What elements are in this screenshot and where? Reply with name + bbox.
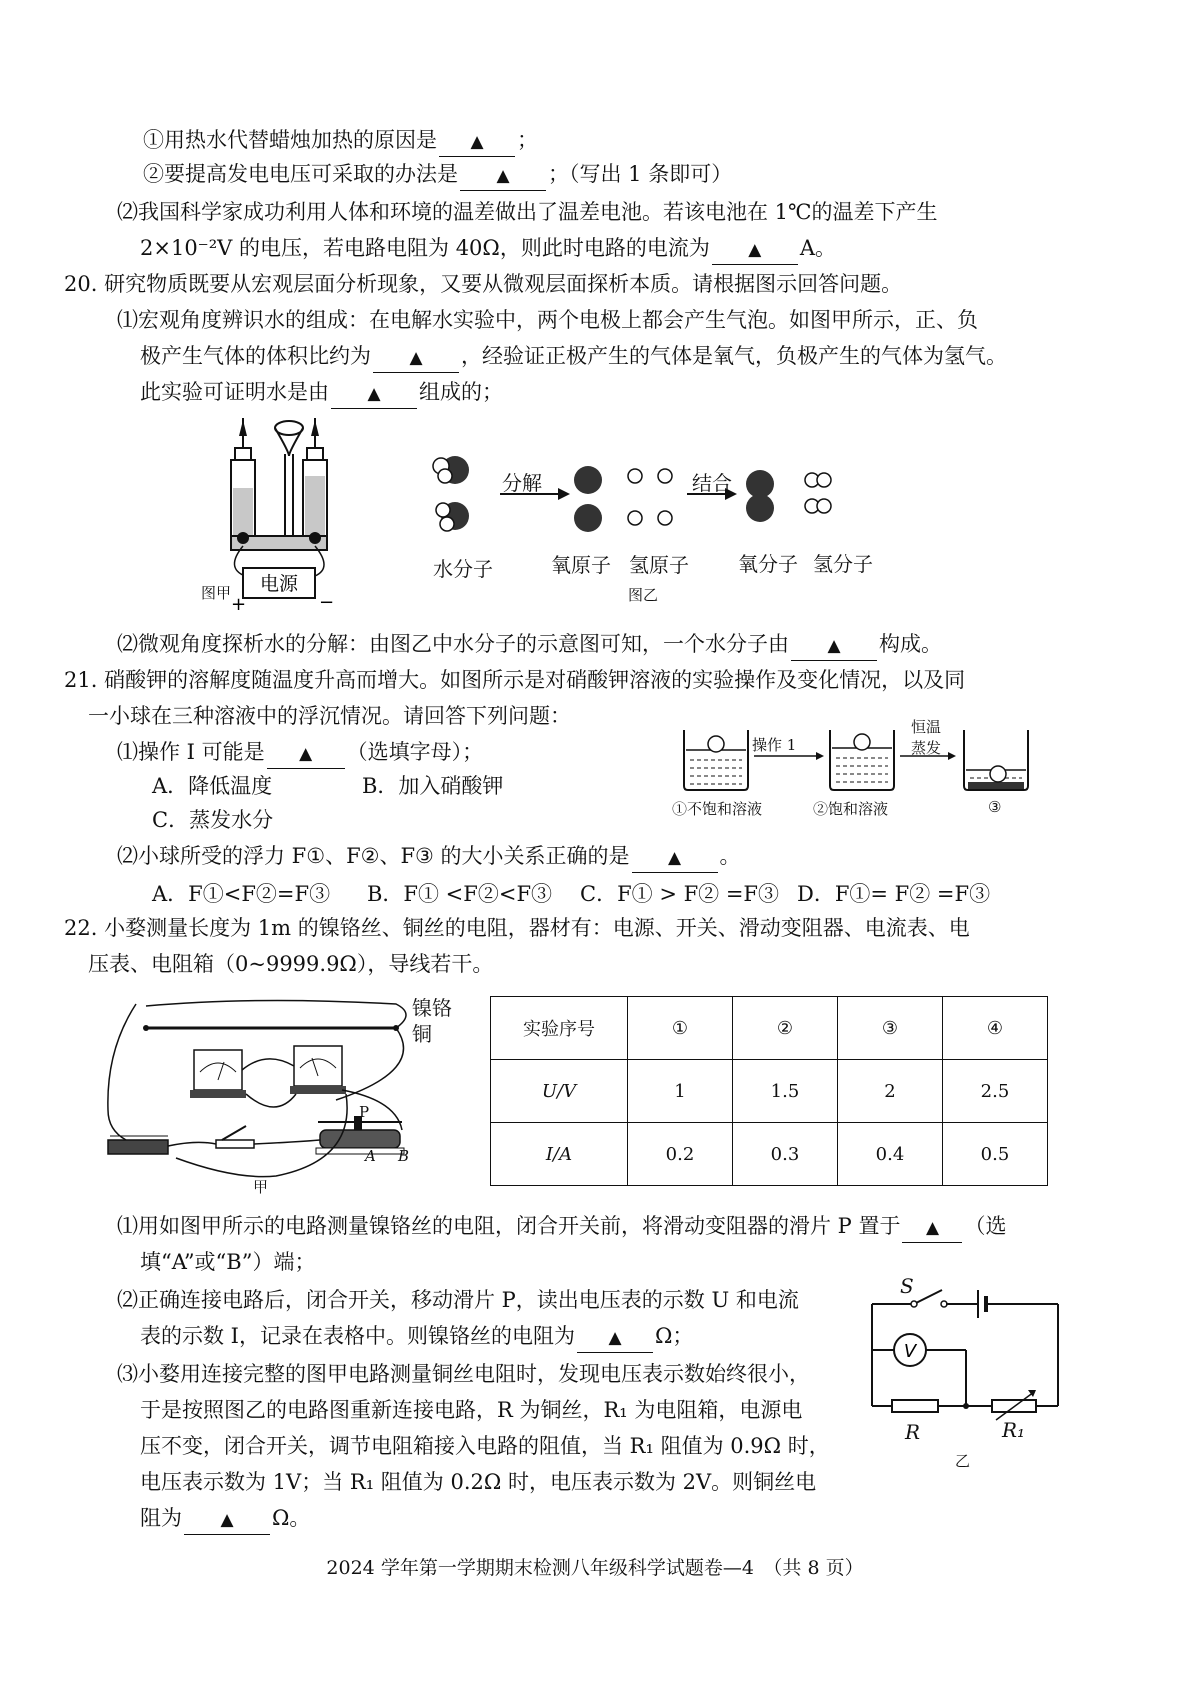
q20-stem: 20. 研究物质既要从宏观层面分析现象，又要从微观层面探析本质。请根据图示回答问题。 — [64, 272, 903, 296]
nichrome-label: 镍铬 — [412, 996, 452, 1020]
resistor-r-label: R — [905, 1420, 921, 1444]
answer-blank[interactable]: ▲ — [791, 630, 877, 661]
operation-1-label: 操作 1 — [752, 736, 797, 754]
resistor-r-symbol — [892, 1400, 938, 1412]
figure-jia-circuit-label: 甲 — [253, 1178, 269, 1196]
answer-blank[interactable]: ▲ — [331, 378, 417, 409]
q21-choice-d: D．F①= F② =F③ — [797, 882, 991, 906]
table-cell: 0.4 — [838, 1123, 943, 1186]
table-row — [491, 1123, 1048, 1186]
q22-part-3-line-3: 压不变，闭合开关，调节电阻箱接入电路的阻值，当 R₁ 阻值为 0.9Ω 时， — [140, 1434, 830, 1458]
figure-yi-circuit-label: 乙 — [955, 1452, 971, 1470]
combine-label: 结合 — [692, 471, 732, 495]
q22-part-2-line-1: ⑵正确连接电路后，闭合开关，移动滑片 P，读出电压表的示数 U 和电流 — [117, 1288, 799, 1312]
q22-part-1-line-2: 填“A”或“B”）端； — [140, 1250, 316, 1274]
q22-part-3-line-2: 于是按照图乙的电路图重新连接电路，R 为铜丝，R₁ 为电阻箱，电源电 — [140, 1398, 803, 1422]
switch-s-label: S — [900, 1274, 914, 1298]
table-cell: 0.5 — [943, 1123, 1048, 1186]
minus-sign: − — [319, 592, 335, 613]
table-cell: U/V — [491, 1060, 628, 1123]
table-cell: 0.3 — [733, 1123, 838, 1186]
q22-part-3-line-4: 电压表示数为 1V；当 R₁ 阻值为 0.2Ω 时，电压表示数为 2V。则铜丝电 — [140, 1470, 817, 1494]
q22-part-3-line-5: 阻为 ▲ Ω。 — [140, 1504, 310, 1535]
voltmeter-letter: V — [903, 1341, 917, 1362]
q20-part-2: ⑵微观角度探析水的分解：由图乙中水分子的示意图可知，一个水分子由 ▲ 构成。 — [117, 630, 942, 661]
answer-blank[interactable]: ▲ — [902, 1212, 962, 1243]
answer-blank[interactable]: ▲ — [439, 126, 515, 157]
oxygen-atom-label: 氧原子 — [551, 553, 611, 577]
constant-temp-label: 恒温 — [911, 718, 942, 736]
table-cell: ② — [733, 997, 838, 1060]
plus-sign: + — [231, 594, 247, 615]
water-molecule-label: 水分子 — [433, 557, 493, 581]
table-cell: 0.2 — [628, 1123, 733, 1186]
beaker-1-label: ①不饱和溶液 — [672, 800, 763, 818]
q20-part-1-line-1: ⑴宏观角度辨识水的组成：在电解水实验中，两个电极上都会产生气泡。如图甲所示，正、负 — [117, 308, 978, 332]
answer-blank[interactable]: ▲ — [267, 738, 345, 769]
table-cell: ① — [628, 997, 733, 1060]
q21-part-2: ⑵小球所受的浮力 F①、F②、F③ 的大小关系正确的是 ▲ 。 — [117, 842, 741, 873]
answer-blank[interactable]: ▲ — [373, 342, 459, 373]
table-cell: ④ — [943, 997, 1048, 1060]
q19-part-2-line-2: 2×10⁻²V 的电压，若电路电阻为 40Ω，则此时电路的电流为 ▲ A。 — [140, 234, 836, 265]
beakers-figure — [680, 722, 1045, 794]
q19-item-1: ①用热水代替蜡烛加热的原因是 ▲ ； — [143, 126, 538, 157]
table-cell: 2.5 — [943, 1060, 1048, 1123]
answer-blank[interactable]: ▲ — [184, 1504, 270, 1535]
table-header-row — [491, 997, 1048, 1060]
hydrogen-atom-label: 氢原子 — [629, 553, 689, 577]
oxygen-molecule-label: 氧分子 — [738, 552, 798, 576]
q19-part-2-line-1: ⑵我国科学家成功利用人体和环境的温差做出了温差电池。若该电池在 1℃的温差下产生 — [117, 200, 938, 224]
table-cell: 实验序号 — [491, 997, 628, 1060]
decompose-label: 分解 — [502, 471, 542, 495]
q19-item-2: ②要提高发电电压可采取的办法是 ▲ ；（写出 1 条即可） — [143, 160, 732, 191]
figure-yi-label: 图乙 — [628, 586, 659, 604]
figure-jia-label: 图甲 — [201, 584, 232, 602]
q21-option-c: C．蒸发水分 — [152, 808, 274, 832]
q22-part-1-line-1: ⑴用如图甲所示的电路测量镍铬丝的电阻，闭合开关前，将滑动变阻器的滑片 P 置于 ▲ （选 — [117, 1212, 1006, 1243]
resistor-r1-label: R₁ — [1002, 1418, 1026, 1442]
q22-stem-line-2: 压表、电阻箱（0~9999.9Ω），导线若干。 — [88, 952, 494, 976]
table-cell: 2 — [838, 1060, 943, 1123]
table-row — [491, 1060, 1048, 1123]
q21-option-b: B．加入硝酸钾 — [362, 774, 504, 798]
circuit-diagram-yi — [862, 1278, 1067, 1448]
evaporate-label: 蒸发 — [911, 739, 942, 757]
power-label: 电源 — [259, 573, 299, 595]
q20-part-1-line-3: 此实验可证明水是由 ▲ 组成的； — [140, 378, 503, 409]
answer-blank[interactable]: ▲ — [460, 160, 546, 191]
q21-choice-a: A．F①<F②=F③ — [152, 882, 331, 906]
hydrogen-molecule-label: 氢分子 — [813, 552, 873, 576]
measurement-table — [490, 996, 1048, 1186]
q22-stem-line-1: 22. 小婺测量长度为 1m 的镍铬丝、铜丝的电阻，器材有：电源、开关、滑动变阻器、电流表、电 — [64, 916, 970, 940]
q21-choice-b: B．F① <F②<F③ — [367, 882, 553, 906]
q21-stem-line-1: 21. 硝酸钾的溶解度随温度升高而增大。如图所示是对硝酸钾溶液的实验操作及变化情况，以及同 — [64, 668, 966, 692]
q20-part-1-line-2: 极产生气体的体积比约为 ▲ ，经验证正极产生的气体是氧气，负极产生的气体为氢气。 — [140, 342, 1007, 373]
q21-option-a: A．降低温度 — [152, 774, 273, 798]
terminal-b-label: B — [398, 1147, 410, 1165]
q21-stem-line-2: 一小球在三种溶液中的浮沉情况。请回答下列问题： — [88, 704, 571, 728]
q21-choice-c: C．F① > F② =F③ — [580, 882, 779, 906]
slider-p-label: P — [359, 1103, 370, 1121]
answer-blank[interactable]: ▲ — [632, 842, 718, 873]
table-cell: ③ — [838, 997, 943, 1060]
terminal-a-label: A — [365, 1147, 376, 1165]
beaker-3-label: ③ — [988, 798, 1002, 816]
table-cell: 1.5 — [733, 1060, 838, 1123]
page-footer: 2024 学年第一学期期末检测八年级科学试题卷—4 （共 8 页） — [326, 1557, 864, 1579]
q22-part-2-line-2: 表的示数 I，记录在表格中。则镍铬丝的电阻为 ▲ Ω； — [140, 1322, 693, 1353]
table-cell: 1 — [628, 1060, 733, 1123]
answer-blank[interactable]: ▲ — [712, 234, 798, 265]
copper-label: 铜 — [412, 1022, 432, 1046]
q21-part-1: ⑴操作 Ⅰ 可能是 ▲ （选填字母）； — [117, 738, 483, 769]
q22-part-3-line-1: ⑶小婺用连接完整的图甲电路测量铜丝电阻时，发现电压表示数始终很小， — [117, 1362, 810, 1386]
beaker-2-label: ②饱和溶液 — [813, 800, 889, 818]
table-cell: I/A — [491, 1123, 628, 1186]
answer-blank[interactable]: ▲ — [577, 1322, 653, 1353]
